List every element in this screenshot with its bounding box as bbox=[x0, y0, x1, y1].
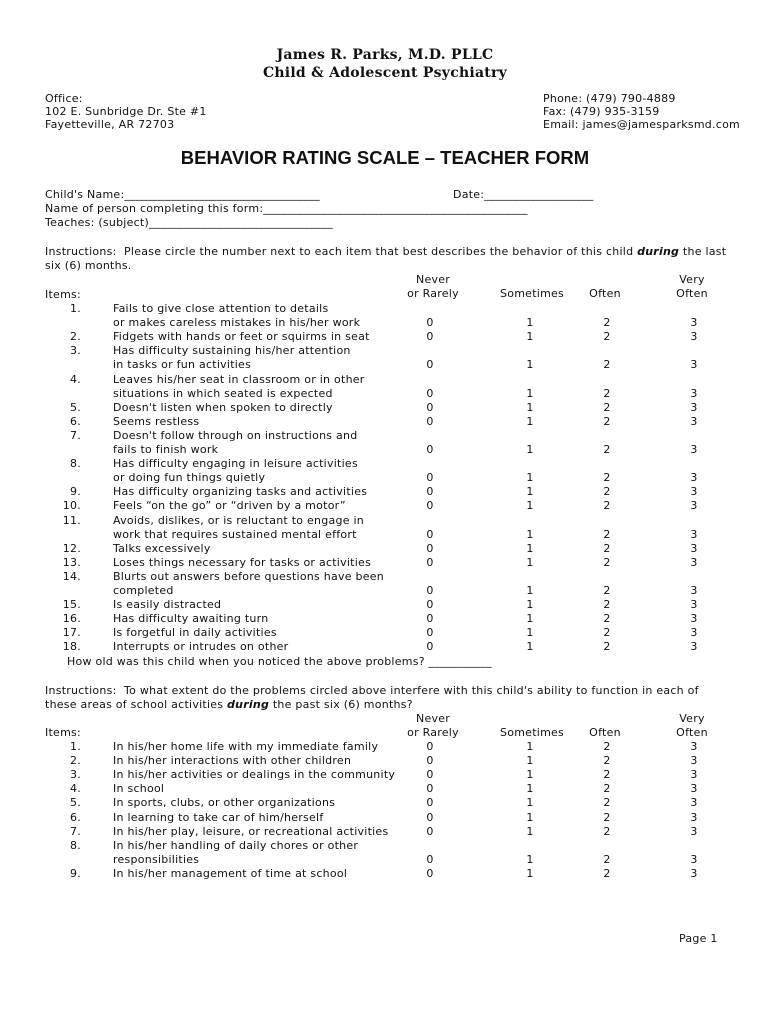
phone-number: Phone: (479) 790-4889 bbox=[543, 92, 676, 105]
rating-option[interactable]: 3 bbox=[690, 414, 698, 428]
s2-col-very: Very bbox=[679, 712, 705, 725]
rating-option[interactable]: 0 bbox=[426, 796, 434, 810]
rating-option[interactable]: 3 bbox=[690, 866, 698, 880]
rating-option[interactable]: 1 bbox=[526, 612, 534, 626]
s2-items-label: Items: bbox=[45, 726, 81, 739]
rating-option[interactable]: 2 bbox=[603, 386, 611, 400]
rating-option[interactable]: 2 bbox=[603, 866, 611, 880]
item-number: 5. bbox=[70, 796, 81, 810]
rating-option[interactable]: 1 bbox=[526, 866, 534, 880]
rating-option[interactable]: 2 bbox=[603, 527, 611, 541]
rating-option[interactable]: 0 bbox=[426, 471, 434, 485]
rating-option[interactable]: 1 bbox=[526, 499, 534, 513]
item-text: Has difficulty awaiting turn bbox=[113, 612, 269, 626]
rating-option[interactable]: 0 bbox=[426, 330, 434, 344]
rating-option[interactable]: 2 bbox=[603, 754, 611, 768]
rating-option[interactable]: 3 bbox=[690, 471, 698, 485]
rating-option[interactable]: 0 bbox=[426, 527, 434, 541]
item-text: Has difficulty sustaining his/her attention bbox=[113, 344, 351, 358]
person-completing-field[interactable]: Name of person completing this form:______________________________________________ bbox=[45, 202, 528, 215]
rating-option[interactable]: 2 bbox=[603, 316, 611, 330]
rating-option[interactable]: 3 bbox=[690, 443, 698, 456]
rating-option[interactable]: 2 bbox=[603, 400, 611, 414]
practice-specialty: Child & Adolescent Psychiatry bbox=[262, 65, 508, 81]
rating-option[interactable]: 2 bbox=[603, 782, 611, 796]
rating-option[interactable]: 0 bbox=[426, 358, 434, 372]
s1-col-never: Never bbox=[415, 273, 451, 286]
item-text: Loses things necessary for tasks or activities bbox=[113, 555, 372, 569]
section1-instructions-line2: six (6) months. bbox=[45, 259, 132, 272]
rating-option[interactable]: 1 bbox=[526, 626, 534, 640]
item-text: Seems restless bbox=[113, 414, 200, 428]
child-name-field[interactable]: Child's Name:__________________________________ bbox=[45, 188, 320, 201]
rating-option[interactable]: 1 bbox=[526, 796, 534, 810]
s1-col-or-rarely: or Rarely bbox=[407, 287, 459, 300]
rating-option[interactable]: 2 bbox=[603, 584, 611, 597]
rating-option[interactable]: 2 bbox=[603, 740, 611, 753]
rating-option[interactable]: 2 bbox=[603, 640, 611, 654]
item-text: fails to finish work bbox=[113, 443, 219, 456]
rating-option[interactable]: 0 bbox=[426, 768, 434, 782]
rating-option[interactable]: 0 bbox=[426, 541, 434, 555]
rating-option[interactable]: 1 bbox=[526, 852, 534, 866]
rating-option[interactable]: 3 bbox=[690, 626, 698, 640]
item-text: Interrupts or intrudes on other bbox=[113, 640, 289, 654]
rating-option[interactable]: 2 bbox=[603, 541, 611, 555]
rating-option[interactable]: 0 bbox=[426, 316, 434, 330]
s1-items-label: Items: bbox=[45, 288, 81, 301]
item-text: Doesn't follow through on instructions and bbox=[113, 428, 358, 442]
item-number: 11. bbox=[62, 513, 81, 527]
item-number: 13. bbox=[62, 555, 81, 569]
rating-option[interactable]: 3 bbox=[690, 555, 698, 569]
item-text: Fidgets with hands or feet or squirms in seat bbox=[113, 330, 370, 344]
rating-option[interactable]: 0 bbox=[426, 782, 434, 796]
rating-option[interactable]: 3 bbox=[690, 541, 698, 555]
rating-option[interactable]: 0 bbox=[426, 555, 434, 569]
rating-option[interactable]: 2 bbox=[603, 796, 611, 810]
section1-instructions: Instructions: Please circle the number next to each item that best describes the behavior of this child during the last bbox=[45, 245, 727, 258]
rating-option[interactable]: 2 bbox=[603, 852, 611, 866]
rating-option[interactable]: 0 bbox=[426, 386, 434, 400]
s2-col-very-often: Often bbox=[676, 726, 708, 739]
office-label: Office: bbox=[45, 92, 83, 105]
rating-option[interactable]: 0 bbox=[426, 584, 434, 597]
item-text: Talks excessively bbox=[113, 541, 211, 555]
rating-option[interactable]: 2 bbox=[603, 612, 611, 626]
rating-option[interactable]: 1 bbox=[526, 414, 534, 428]
item-text: In school bbox=[113, 782, 165, 796]
rating-option[interactable]: 2 bbox=[603, 598, 611, 612]
item-number: 6. bbox=[70, 414, 81, 428]
item-number: 1. bbox=[70, 740, 81, 753]
item-number: 7. bbox=[70, 428, 81, 442]
item-number: 18. bbox=[62, 640, 81, 654]
rating-option[interactable]: 2 bbox=[603, 414, 611, 428]
rating-option[interactable]: 1 bbox=[526, 330, 534, 344]
rating-option[interactable]: 0 bbox=[426, 612, 434, 626]
rating-option[interactable]: 0 bbox=[426, 740, 434, 753]
item-text: or doing fun things quietly bbox=[113, 471, 266, 485]
rating-option[interactable]: 2 bbox=[603, 824, 611, 838]
s2-col-or-rarely: or Rarely bbox=[407, 726, 459, 739]
item-number: 10. bbox=[62, 499, 81, 513]
rating-option[interactable]: 2 bbox=[603, 330, 611, 344]
s1-col-sometimes: Sometimes bbox=[500, 287, 565, 300]
section2-instructions: Instructions: To what extent do the problems circled above interfere with this child's ability to function in each of bbox=[45, 684, 699, 697]
section2-instructions-line2: these areas of school activities during the past six (6) months? bbox=[45, 698, 413, 711]
s2-col-sometimes: Sometimes bbox=[500, 726, 565, 739]
rating-option[interactable]: 1 bbox=[526, 584, 534, 597]
item-number: 3. bbox=[70, 344, 81, 358]
rating-option[interactable]: 3 bbox=[690, 824, 698, 838]
rating-option[interactable]: 2 bbox=[603, 626, 611, 640]
rating-option[interactable]: 3 bbox=[690, 754, 698, 768]
item-number: 6. bbox=[70, 810, 81, 824]
rating-option[interactable]: 3 bbox=[690, 782, 698, 796]
rating-option[interactable]: 3 bbox=[690, 330, 698, 344]
rating-option[interactable]: 1 bbox=[526, 443, 534, 456]
rating-option[interactable]: 1 bbox=[526, 485, 534, 499]
item-number: 9. bbox=[70, 485, 81, 499]
item-text: Doesn't listen when spoken to directly bbox=[113, 400, 333, 414]
rating-option[interactable]: 3 bbox=[690, 584, 698, 597]
item-text: In learning to take car of him/herself bbox=[113, 810, 324, 824]
rating-option[interactable]: 0 bbox=[426, 810, 434, 824]
rating-option[interactable]: 3 bbox=[690, 386, 698, 400]
rating-option[interactable]: 2 bbox=[603, 358, 611, 372]
item-text: Feels “on the go” or “driven by a motor” bbox=[113, 499, 346, 513]
item-text: In his/her handling of daily chores or other bbox=[113, 838, 359, 852]
rating-option[interactable]: 1 bbox=[526, 824, 534, 838]
item-text: In his/her home life with my immediate family bbox=[113, 740, 379, 753]
item-text: Is forgetful in daily activities bbox=[113, 626, 277, 640]
rating-option[interactable]: 0 bbox=[426, 866, 434, 880]
rating-option[interactable]: 3 bbox=[690, 852, 698, 866]
item-number: 15. bbox=[62, 598, 81, 612]
item-number: 17. bbox=[62, 626, 81, 640]
practice-name: James R. Parks, M.D. PLLC bbox=[276, 47, 494, 63]
rating-option[interactable]: 3 bbox=[690, 499, 698, 513]
rating-option[interactable]: 0 bbox=[426, 598, 434, 612]
rating-option[interactable]: 3 bbox=[690, 358, 698, 372]
item-text: in tasks or fun activities bbox=[113, 358, 252, 372]
rating-option[interactable]: 3 bbox=[690, 598, 698, 612]
rating-option[interactable]: 0 bbox=[426, 640, 434, 654]
teaches-subject-field[interactable]: Teaches: (subject)________________________________ bbox=[45, 216, 334, 229]
item-text: completed bbox=[113, 584, 174, 597]
item-text: Leaves his/her seat in classroom or in other bbox=[113, 372, 365, 386]
item-text: work that requires sustained mental effort bbox=[113, 527, 357, 541]
rating-option[interactable]: 0 bbox=[426, 414, 434, 428]
rating-option[interactable]: 3 bbox=[690, 527, 698, 541]
rating-option[interactable]: 0 bbox=[426, 499, 434, 513]
rating-option[interactable]: 1 bbox=[526, 810, 534, 824]
email-address: Email: james@jamesparksmd.com bbox=[543, 118, 741, 131]
rating-option[interactable]: 1 bbox=[526, 754, 534, 768]
during-emphasis: during bbox=[227, 698, 270, 711]
item-number: 3. bbox=[70, 768, 81, 782]
during-emphasis: during bbox=[637, 245, 680, 258]
rating-option[interactable]: 2 bbox=[603, 485, 611, 499]
age-question[interactable]: How old was this child when you noticed the above problems? ___________ bbox=[67, 655, 492, 668]
item-text: In his/her activities or dealings in the community bbox=[113, 768, 396, 782]
rating-option[interactable]: 2 bbox=[603, 443, 611, 456]
s1-col-often: Often bbox=[589, 287, 621, 300]
rating-option[interactable]: 2 bbox=[603, 471, 611, 485]
rating-option[interactable]: 1 bbox=[526, 527, 534, 541]
item-number: 8. bbox=[70, 838, 81, 852]
rating-option[interactable]: 0 bbox=[426, 443, 434, 456]
rating-option[interactable]: 0 bbox=[426, 400, 434, 414]
s1-col-very: Very bbox=[679, 273, 705, 286]
item-number: 2. bbox=[70, 330, 81, 344]
rating-option[interactable]: 1 bbox=[526, 555, 534, 569]
item-text: responsibilities bbox=[113, 852, 200, 866]
rating-option[interactable]: 0 bbox=[426, 852, 434, 866]
rating-option[interactable]: 1 bbox=[526, 640, 534, 654]
item-text: or makes careless mistakes in his/her work bbox=[113, 316, 361, 330]
item-number: 5. bbox=[70, 400, 81, 414]
item-number: 12. bbox=[62, 541, 81, 555]
item-number: 16. bbox=[62, 612, 81, 626]
form-title: BEHAVIOR RATING SCALE – TEACHER FORM bbox=[180, 147, 590, 168]
item-text: In his/her interactions with other children bbox=[113, 754, 352, 768]
s2-col-often: Often bbox=[589, 726, 621, 739]
rating-option[interactable]: 3 bbox=[690, 740, 698, 753]
item-number: 1. bbox=[70, 302, 81, 315]
item-text: Avoids, dislikes, or is reluctant to engage in bbox=[113, 513, 365, 527]
rating-option[interactable]: 2 bbox=[603, 555, 611, 569]
rating-option[interactable]: 1 bbox=[526, 768, 534, 782]
rating-option[interactable]: 3 bbox=[690, 796, 698, 810]
rating-option[interactable]: 3 bbox=[690, 316, 698, 330]
item-text: Fails to give close attention to details bbox=[113, 302, 329, 315]
rating-option[interactable]: 0 bbox=[426, 824, 434, 838]
fax-number: Fax: (479) 935-3159 bbox=[543, 105, 660, 118]
item-text: Has difficulty organizing tasks and activities bbox=[113, 485, 368, 499]
rating-option[interactable]: 1 bbox=[526, 400, 534, 414]
rating-option[interactable]: 1 bbox=[526, 358, 534, 372]
office-address-line1: 102 E. Sunbridge Dr. Ste #1 bbox=[45, 105, 207, 118]
rating-option[interactable]: 1 bbox=[526, 598, 534, 612]
rating-option[interactable]: 1 bbox=[526, 782, 534, 796]
item-number: 4. bbox=[70, 372, 81, 386]
rating-option[interactable]: 0 bbox=[426, 626, 434, 640]
item-number: 9. bbox=[70, 866, 81, 880]
date-field[interactable]: Date:___________________ bbox=[453, 188, 594, 201]
item-number: 7. bbox=[70, 824, 81, 838]
rating-option[interactable]: 2 bbox=[603, 768, 611, 782]
rating-option[interactable]: 1 bbox=[526, 316, 534, 330]
s1-col-very-often: Often bbox=[676, 287, 708, 300]
rating-option[interactable]: 3 bbox=[690, 810, 698, 824]
rating-option[interactable]: 3 bbox=[690, 485, 698, 499]
rating-option[interactable]: 0 bbox=[426, 485, 434, 499]
rating-option[interactable]: 0 bbox=[426, 754, 434, 768]
office-address-line2: Fayetteville, AR 72703 bbox=[45, 118, 175, 131]
rating-option[interactable]: 1 bbox=[526, 541, 534, 555]
item-number: 2. bbox=[70, 754, 81, 768]
item-text: In his/her play, leisure, or recreational activities bbox=[113, 824, 389, 838]
item-text: Blurts out answers before questions have been bbox=[113, 569, 384, 583]
item-text: In his/her management of time at school bbox=[113, 866, 348, 880]
rating-option[interactable]: 1 bbox=[526, 471, 534, 485]
rating-option[interactable]: 1 bbox=[526, 386, 534, 400]
rating-option[interactable]: 3 bbox=[690, 400, 698, 414]
page-number: Page 1 bbox=[679, 932, 718, 945]
rating-option[interactable]: 1 bbox=[526, 740, 534, 753]
rating-option[interactable]: 3 bbox=[690, 640, 698, 654]
item-number: 4. bbox=[70, 782, 81, 796]
rating-option[interactable]: 3 bbox=[690, 612, 698, 626]
rating-option[interactable]: 2 bbox=[603, 810, 611, 824]
item-text: Is easily distracted bbox=[113, 598, 222, 612]
rating-option[interactable]: 3 bbox=[690, 768, 698, 782]
item-text: situations in which seated is expected bbox=[113, 386, 333, 400]
rating-option[interactable]: 2 bbox=[603, 499, 611, 513]
s2-col-never: Never bbox=[415, 712, 451, 725]
item-text: Has difficulty engaging in leisure activities bbox=[113, 457, 358, 471]
item-text: In sports, clubs, or other organizations bbox=[113, 796, 336, 810]
item-number: 14. bbox=[62, 569, 81, 583]
item-number: 8. bbox=[70, 457, 81, 471]
